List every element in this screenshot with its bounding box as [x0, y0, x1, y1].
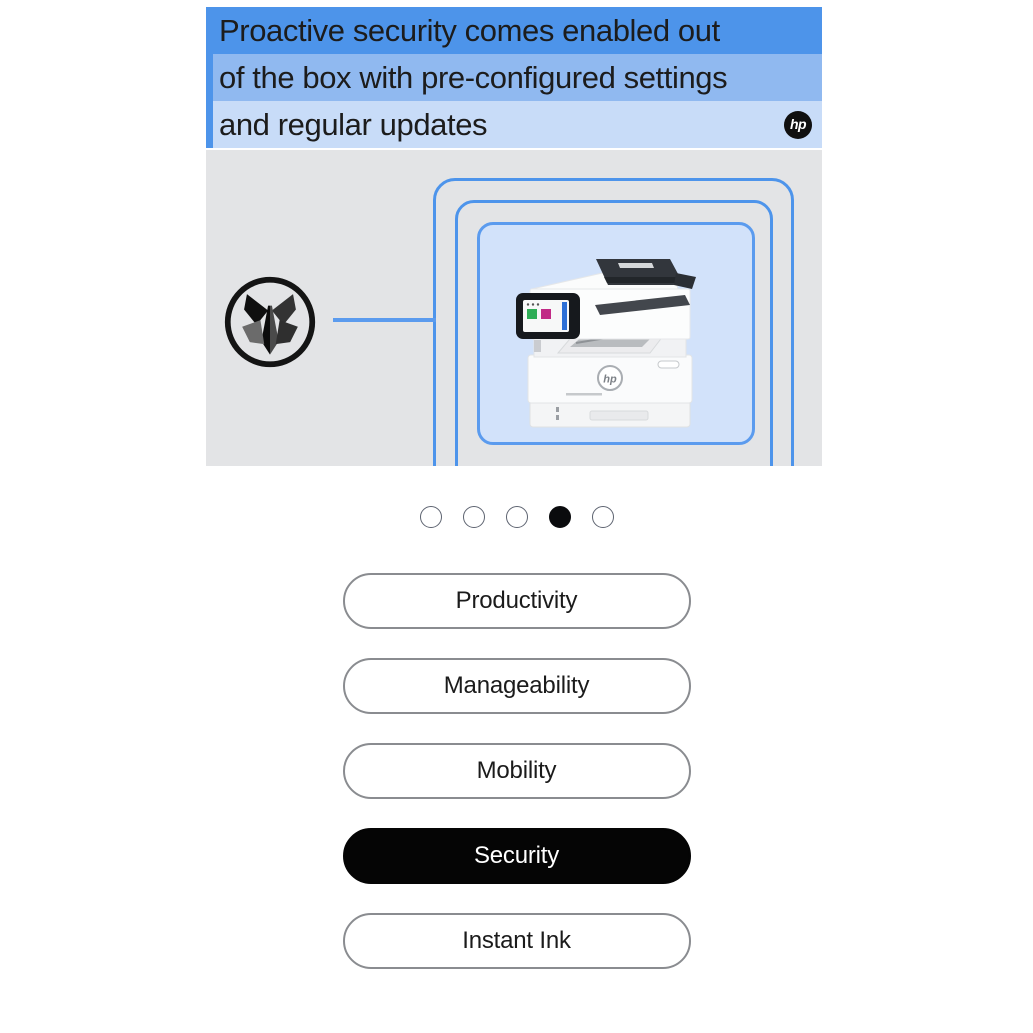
nav-button-security[interactable]: Security	[343, 828, 691, 884]
nav-button-productivity[interactable]: Productivity	[343, 573, 691, 629]
feature-nav	[0, 573, 1033, 969]
carousel-dots	[0, 506, 1033, 528]
connector-line	[333, 318, 436, 322]
carousel-dot[interactable]	[420, 506, 442, 528]
hp-logo-text: hp	[789, 116, 807, 132]
wolf-security-icon	[222, 274, 318, 370]
printer-image-svg	[500, 243, 720, 433]
headline-text-3: and regular updates	[219, 106, 488, 142]
headline-banner	[206, 7, 822, 148]
svg-text:hp: hp	[603, 373, 617, 386]
carousel-dot[interactable]	[463, 506, 485, 528]
headline-line-1	[206, 7, 822, 54]
headline-line-3	[213, 101, 822, 148]
carousel-slide-security	[206, 7, 822, 466]
nav-button-mobility[interactable]: Mobility	[343, 743, 691, 799]
printer-image	[500, 243, 720, 433]
hp-logo-icon	[784, 111, 812, 139]
illustration-area	[206, 150, 822, 466]
wolf-security-icon-svg	[222, 274, 318, 370]
nav-button-instant-ink[interactable]: Instant Ink	[343, 913, 691, 969]
nav-button-manageability[interactable]: Manageability	[343, 658, 691, 714]
headline-text-1: Proactive security comes enabled out	[219, 12, 720, 48]
headline-line-2	[213, 54, 822, 101]
carousel-dot[interactable]	[549, 506, 571, 528]
carousel-dot[interactable]	[592, 506, 614, 528]
headline-text-2: of the box with pre-configured settings	[219, 59, 728, 95]
carousel-dot[interactable]	[506, 506, 528, 528]
